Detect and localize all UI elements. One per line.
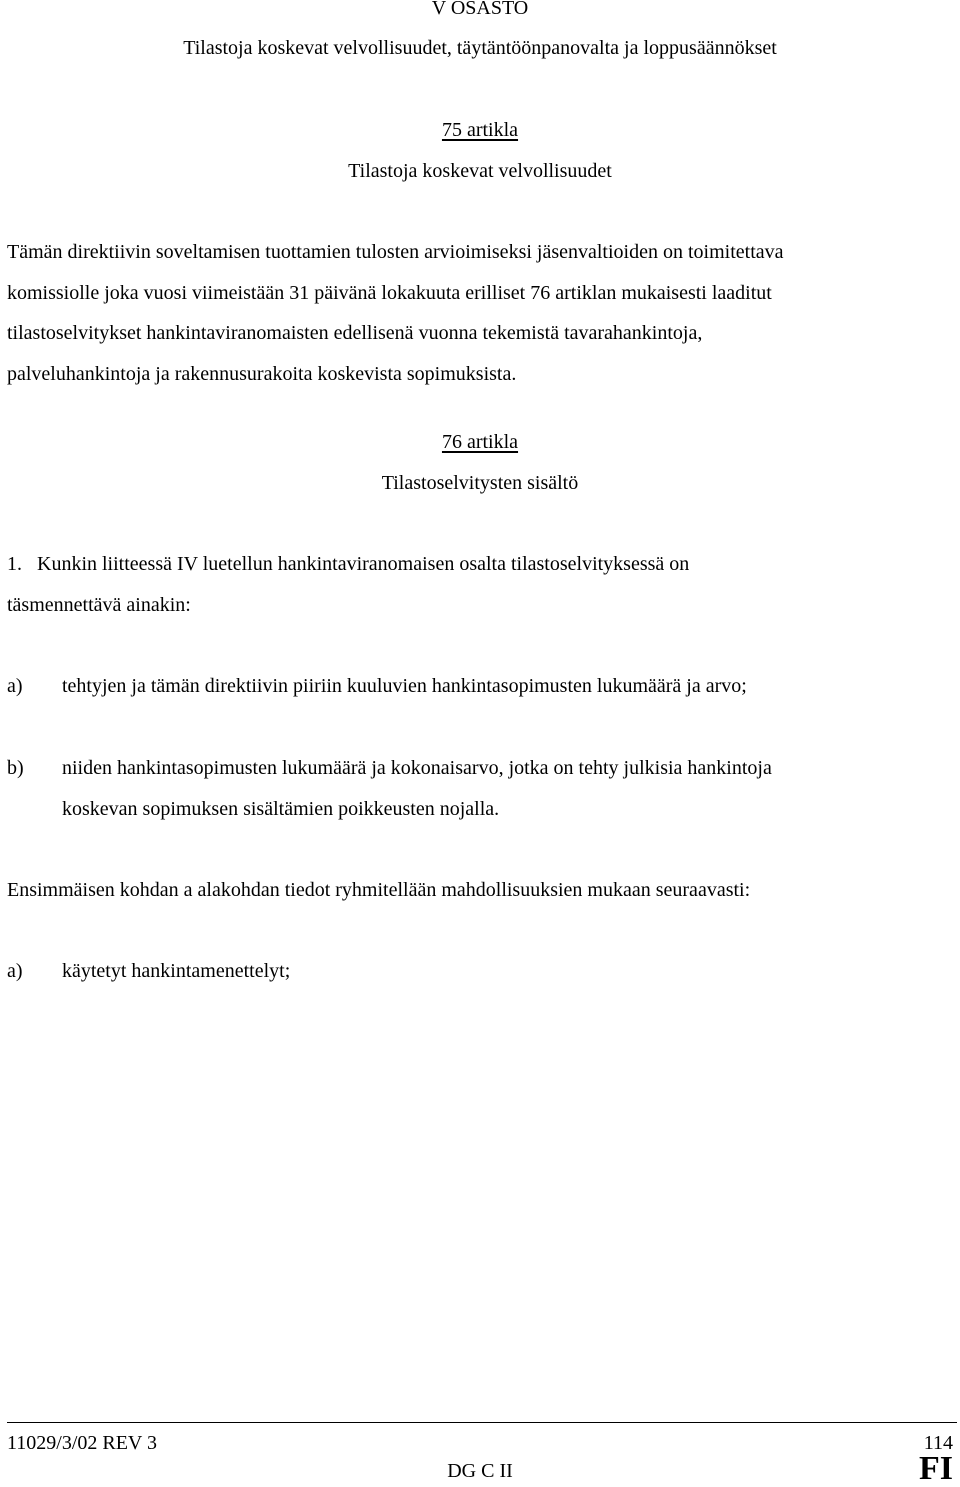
- list-item-line: käytetyt hankintamenettelyt;: [62, 960, 291, 982]
- section-title: V OSASTO: [431, 0, 529, 19]
- article-75-body: [7, 232, 927, 394]
- article-76-paragraph-1: [7, 544, 927, 625]
- list-item-label: b): [7, 757, 24, 779]
- list-item-label: a): [7, 960, 23, 982]
- article-75-title: Tilastoja koskevat velvollisuudet: [348, 160, 612, 182]
- footer-directorate: DG C II: [447, 1460, 513, 1482]
- article-76-title: Tilastoselvitysten sisältö: [381, 472, 579, 494]
- list-item-text: [62, 951, 922, 992]
- footer-page-number: 114: [923, 1432, 953, 1454]
- list-item-text: [62, 748, 922, 829]
- article-75-line: komissiolle joka vuosi viimeistään 31 päivänä lokakuuta erilliset 76 artiklan mukaisesti laaditut: [7, 281, 772, 304]
- section-subtitle: Tilastoja koskevat velvollisuudet, täytäntöönpanovalta ja loppusäännökset: [183, 37, 777, 59]
- list-item-line: niiden hankintasopimusten lukumäärä ja kokonaisarvo, jotka on tehty julkisia hankintoja: [62, 757, 772, 779]
- article-75-heading: [0, 110, 960, 151]
- article-76-heading-text: 76 artikla: [441, 431, 519, 453]
- list-item-label: a): [7, 675, 23, 697]
- footer-language-code: FI: [919, 1450, 953, 1487]
- list-item-line: koskevan sopimuksen sisältämien poikkeusten nojalla.: [62, 797, 500, 820]
- footer-divider: [7, 1422, 957, 1423]
- article-76-paragraph-2: Ensimmäisen kohdan a alakohdan tiedot ryhmitellään mahdollisuuksien mukaan seuraavasti:: [7, 879, 751, 901]
- article-75-line: tilastoselvitykset hankintaviranomaisten edellisenä vuonna tekemistä tavarahankintoja,: [7, 322, 703, 344]
- paragraph-1-line: 1. Kunkin liitteessä IV luetellun hankintaviranomaisen osalta tilastoselvityksessä on: [7, 553, 690, 575]
- article-75-heading-text: 75 artikla: [441, 119, 519, 141]
- article-76-heading: [0, 422, 960, 463]
- paragraph-1-line: täsmennettävä ainakin:: [7, 593, 191, 616]
- footer-document-reference: 11029/3/02 REV 3: [7, 1432, 158, 1454]
- list-item-line: tehtyjen ja tämän direktiivin piiriin kuuluvien hankintasopimusten lukumäärä ja arvo;: [62, 675, 747, 697]
- list-item-text: [62, 666, 922, 707]
- article-75-line: Tämän direktiivin soveltamisen tuottamien tulosten arvioimiseksi jäsenvaltioiden on toimitettava: [7, 241, 784, 263]
- article-75-line: palveluhankintoja ja rakennusurakoita koskevista sopimuksista.: [7, 362, 517, 385]
